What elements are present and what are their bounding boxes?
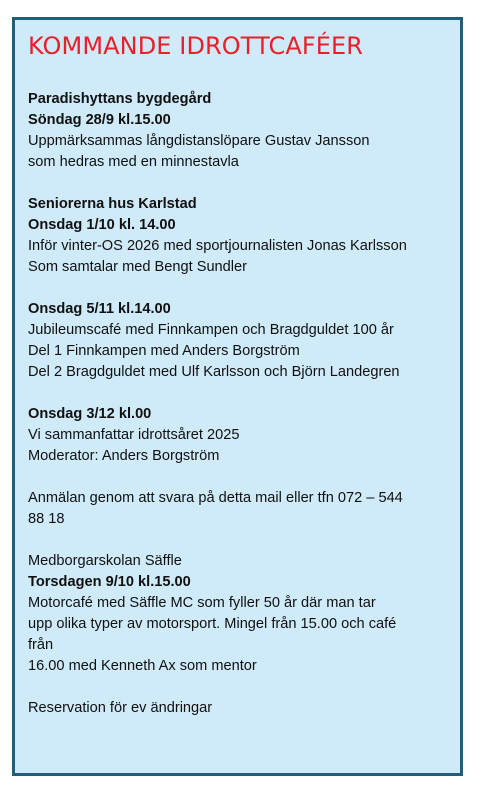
registration-text: 88 18	[28, 511, 65, 527]
event-block	[28, 551, 453, 677]
event-block	[28, 89, 453, 173]
event-description: Moderator: Anders Borgström	[28, 448, 220, 464]
event-block	[28, 299, 453, 383]
event-notice-panel	[12, 17, 463, 776]
spacer	[28, 530, 453, 551]
event-date: Onsdag 1/10 kl. 14.00	[28, 217, 176, 233]
event-venue: Paradishyttans bygdegård	[28, 91, 212, 107]
event-date: Onsdag 3/12 kl.00	[28, 406, 152, 422]
event-venue: Seniorerna hus Karlstad	[28, 196, 197, 212]
event-description: Del 1 Finnkampen med Anders Borgström	[28, 343, 300, 359]
event-description: Uppmärksammas långdistanslöpare Gustav Jansson	[28, 133, 370, 149]
event-description: Motorcafé med Säffle MC som fyller 50 år där man tar	[28, 595, 376, 611]
notice-title: KOMMANDE IDROTTCAFÉER	[28, 32, 364, 60]
event-description: som hedras med en minnestavla	[28, 154, 239, 170]
event-description: Som samtalar med Bengt Sundler	[28, 259, 248, 275]
spacer	[28, 467, 453, 488]
event-description: från	[28, 637, 54, 653]
notice-body	[28, 89, 453, 719]
event-description: Inför vinter-OS 2026 med sportjournalisten Jonas Karlsson	[28, 238, 407, 254]
event-block	[28, 404, 453, 467]
event-date: Söndag 28/9 kl.15.00	[28, 112, 171, 128]
spacer	[28, 383, 453, 404]
event-description: Vi sammanfattar idrottsåret 2025	[28, 427, 240, 443]
event-block	[28, 194, 453, 278]
event-date: Torsdagen 9/10 kl.15.00	[28, 574, 191, 590]
event-description: Jubileumscafé med Finnkampen och Bragdguldet 100 år	[28, 322, 394, 338]
event-description: upp olika typer av motorsport. Mingel från 15.00 och café	[28, 616, 397, 632]
spacer	[28, 173, 453, 194]
spacer	[28, 278, 453, 299]
registration-text: Anmälan genom att svara på detta mail eller tfn 072 – 544	[28, 490, 403, 506]
disclaimer-text: Reservation för ev ändringar	[28, 700, 213, 716]
event-venue: Medborgarskolan Säffle	[28, 553, 182, 569]
event-date: Onsdag 5/11 kl.14.00	[28, 301, 171, 317]
registration-info	[28, 488, 453, 530]
spacer	[28, 677, 453, 698]
event-description: 16.00 med Kenneth Ax som mentor	[28, 658, 257, 674]
event-description: Del 2 Bragdguldet med Ulf Karlsson och Björn Landegren	[28, 364, 400, 380]
